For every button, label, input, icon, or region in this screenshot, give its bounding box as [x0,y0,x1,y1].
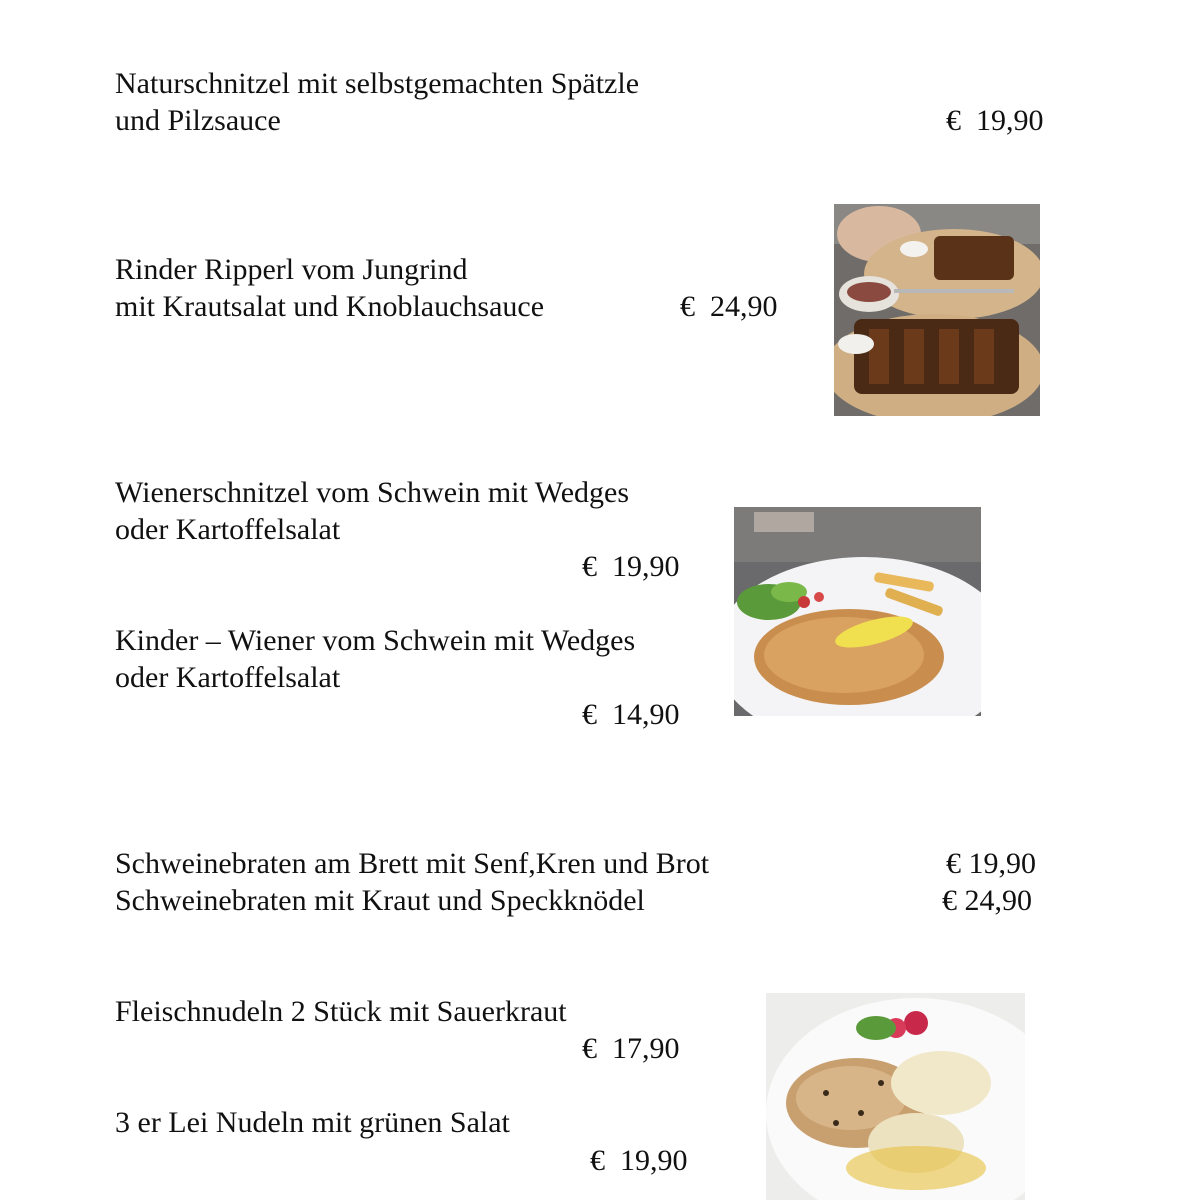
dish-nudeln-price: € 19,90 [590,1144,688,1177]
dish-naturschnitzel-price: € 19,90 [946,104,1044,137]
dish-wienerschnitzel-name-line1: Wienerschnitzel vom Schwein mit Wedges [115,476,630,509]
dish-schweinebraten-kraut-price: € 24,90 [942,884,1032,917]
dish-fleischnudeln-name: Fleischnudeln 2 Stück mit Sauerkraut [115,995,567,1028]
dish-ripperl-price: € 24,90 [680,290,778,323]
dish-naturschnitzel-name-line1: Naturschnitzel mit selbstgemachten Spätzle [115,67,640,100]
dish-naturschnitzel-name-line2: und Pilzsauce [115,104,281,137]
dish-schweinebraten-kraut-name: Schweinebraten mit Kraut und Speckknödel [115,884,645,917]
dish-kinder-wiener-name-line1: Kinder – Wiener vom Schwein mit Wedges [115,624,636,657]
fleischnudeln-photo-icon [766,993,1025,1200]
dish-schweinebraten-brett-price: € 19,90 [946,847,1036,880]
dish-ripperl-name-line1: Rinder Ripperl vom Jungrind [115,253,468,286]
dish-ripperl-name-line2: mit Krautsalat und Knoblauchsauce [115,290,545,323]
dish-schweinebraten-brett-name: Schweinebraten am Brett mit Senf,Kren und Brot [115,847,710,880]
dish-nudeln-name: 3 er Lei Nudeln mit grünen Salat [115,1106,510,1139]
dish-wienerschnitzel-price: € 19,90 [582,550,680,583]
schnitzel-photo-icon [734,507,981,716]
dish-fleischnudeln-price: € 17,90 [582,1032,680,1065]
dish-kinder-wiener-price: € 14,90 [582,698,680,731]
ribs-photo-icon [834,204,1040,416]
dish-wienerschnitzel-name-line2: oder Kartoffelsalat [115,513,341,546]
dish-kinder-wiener-name-line2: oder Kartoffelsalat [115,661,341,694]
